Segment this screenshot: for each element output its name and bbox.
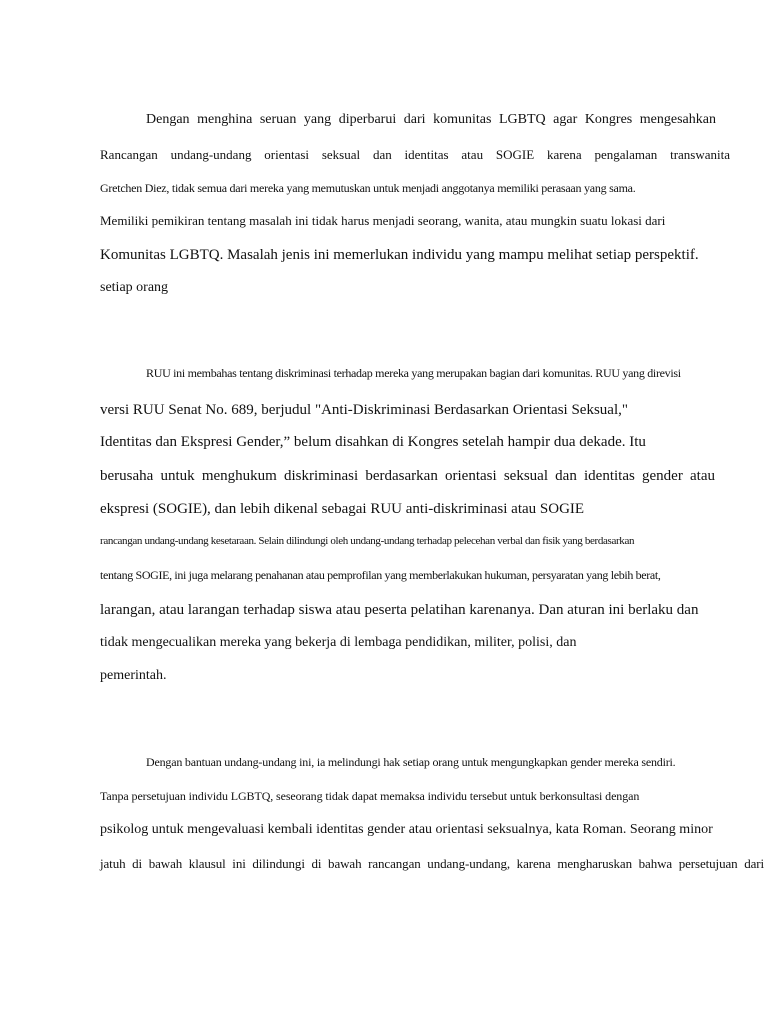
- text-line: jatuh di bawah klausul ini dilindungi di bawah rancangan undang-undang, karena mengharuskan bahwa persetujuan dari: [100, 856, 764, 871]
- text-line: psikolog untuk mengevaluasi kembali identitas gender atau orientasi seksualnya, kata Roman. Seorang minor: [100, 822, 713, 837]
- text-line: Tanpa persetujuan individu LGBTQ, seseorang tidak dapat memaksa individu tersebut untuk berkonsultasi dengan: [100, 789, 640, 803]
- text-line: tidak mengecualikan mereka yang bekerja di lembaga pendidikan, militer, polisi, dan: [100, 635, 577, 650]
- text-line: Komunitas LGBTQ. Masalah jenis ini memerlukan individu yang mampu melihat setiap perspektif.: [100, 247, 699, 263]
- text-line: tentang SOGIE, ini juga melarang penahanan atau pemprofilan yang memberlakukan hukuman, persyaratan yang lebih berat,: [100, 568, 661, 582]
- text-line: rancangan undang-undang kesetaraan. Selain dilindungi oleh undang-undang terhadap pelecehan verbal dan fisik yang berdasarkan: [100, 535, 635, 547]
- text-line: Identitas dan Ekspresi Gender,” belum disahkan di Kongres setelah hampir dua dekade. Itu: [100, 434, 646, 450]
- text-line: berusaha untuk menghukum diskriminasi berdasarkan orientasi seksual dan identitas gender atau: [100, 468, 715, 484]
- text-line: ekspresi (SOGIE), dan lebih dikenal sebagai RUU anti-diskriminasi atau SOGIE: [100, 501, 585, 517]
- text-line: Memiliki pemikiran tentang masalah ini tidak harus menjadi seorang, wanita, atau mungkin suatu lokasi dari: [100, 213, 666, 228]
- text-line: RUU ini membahas tentang diskriminasi terhadap mereka yang merupakan bagian dari komunitas. RUU yang direvisi: [146, 366, 681, 380]
- text-line: larangan, atau larangan terhadap siswa atau peserta pelatihan karenanya. Dan aturan ini berlaku dan: [100, 602, 699, 618]
- text-line: Dengan bantuan undang-undang ini, ia melindungi hak setiap orang untuk mengungkapkan gender mereka sendiri.: [146, 755, 676, 769]
- text-line: Rancangan undang-undang orientasi seksual dan identitas atau SOGIE karena pengalaman transwanita: [100, 147, 730, 162]
- text-line: Gretchen Diez, tidak semua dari mereka yang memutuskan untuk menjadi anggotanya memiliki perasaan yang sama.: [100, 181, 636, 195]
- text-line: pemerintah.: [100, 668, 167, 683]
- text-line: setiap orang: [100, 280, 169, 295]
- text-line: Dengan menghina seruan yang diperbarui dari komunitas LGBTQ agar Kongres mengesahkan: [146, 112, 716, 127]
- text-line: versi RUU Senat No. 689, berjudul "Anti-Diskriminasi Berdasarkan Orientasi Seksual,": [100, 402, 628, 418]
